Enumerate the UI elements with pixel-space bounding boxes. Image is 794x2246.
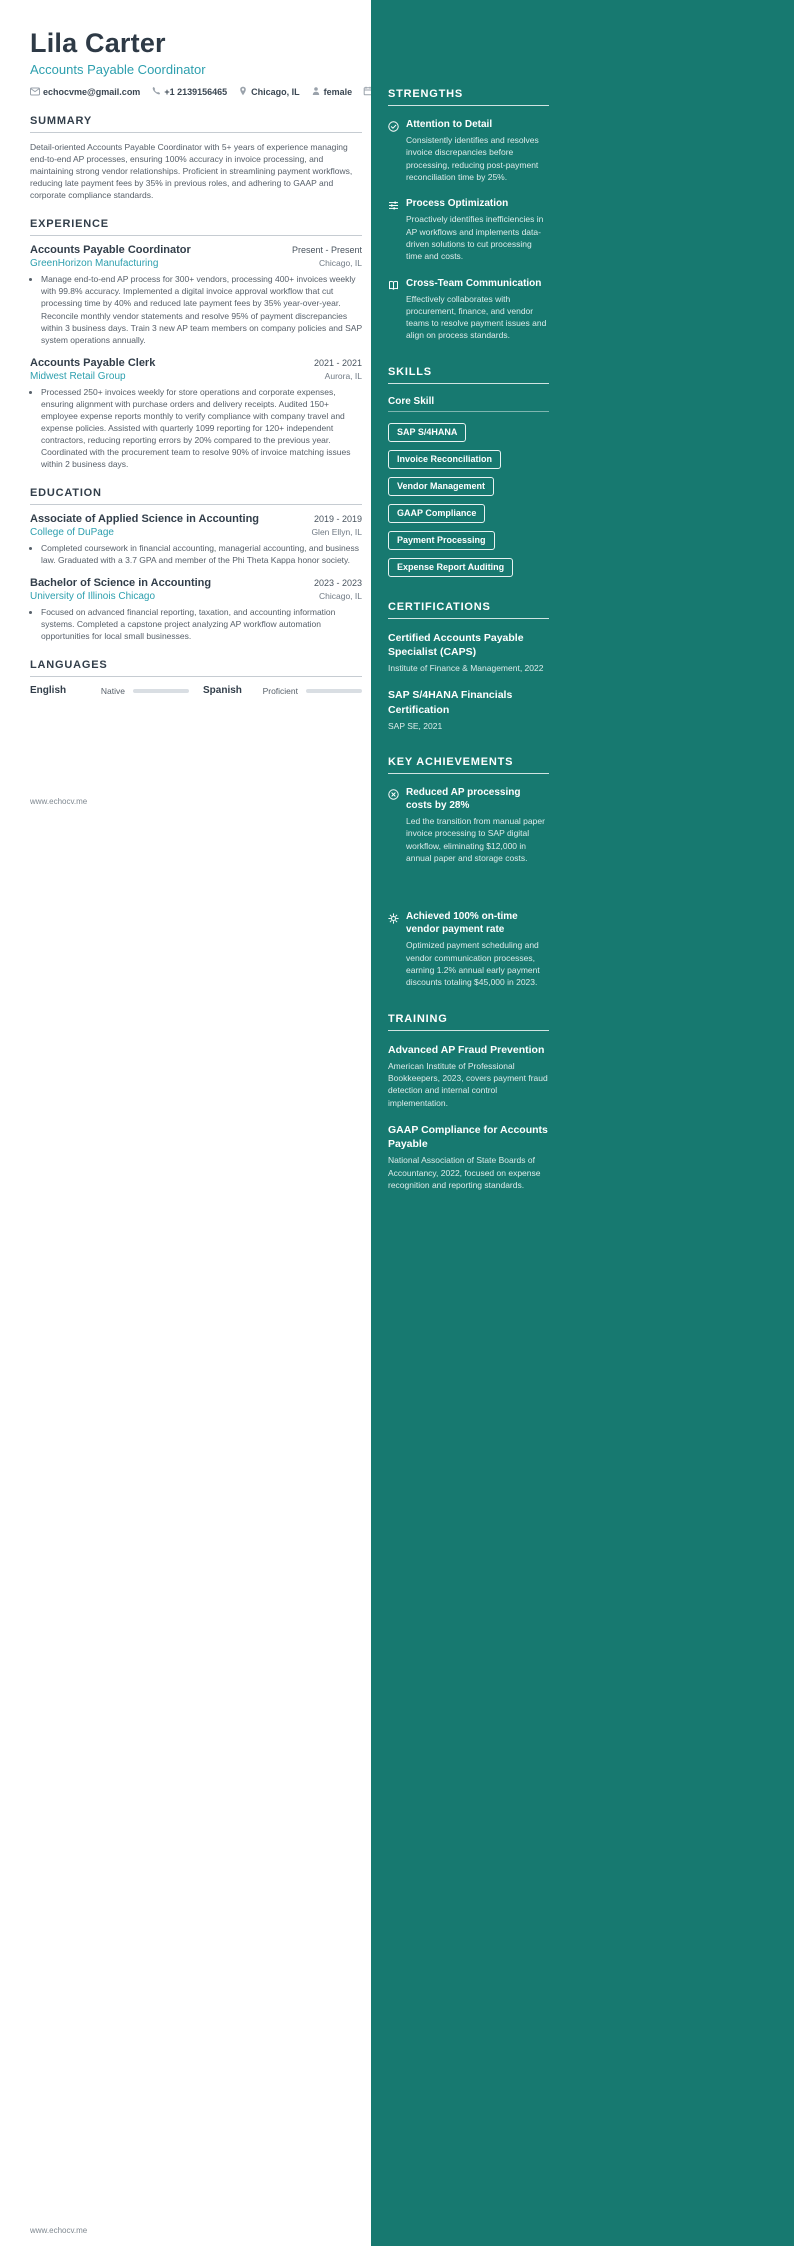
school-location: Glen Ellyn, IL (311, 527, 362, 538)
skill-chip: SAP S/4HANA (388, 423, 466, 442)
skill-chip-row (388, 422, 549, 442)
language-item (30, 685, 189, 696)
experience-entry-head (30, 357, 362, 369)
skill-chip: GAAP Compliance (388, 504, 485, 523)
strength-title: Attention to Detail (406, 119, 493, 130)
language-item (203, 685, 362, 696)
certification-item (388, 631, 549, 675)
footer-url[interactable]: www.echocv.me (30, 797, 88, 806)
job-title: Accounts Payable Clerk (30, 356, 156, 369)
skill-chip-row (388, 557, 549, 577)
education-heading: EDUCATION (30, 487, 362, 505)
strength-text: Consistently identifies and resolves invoice discrepancies before processing, reducing post-payment reconciliation time by 25%. (406, 135, 539, 182)
training-text: American Institute of Professional Bookkeepers, 2023, covers payment fraud detection and internal control implementation. (388, 1060, 548, 1108)
experience-entry-sub (30, 371, 362, 382)
training-text: National Association of State Boards of Accountancy, 2022, focused on expense recognition and reporting standards. (388, 1155, 541, 1190)
contact-phone-text: +1 2139156465 (164, 87, 228, 97)
strengths-heading: STRENGTHS (388, 88, 549, 106)
experience-entry (30, 244, 362, 345)
section-skills (388, 366, 549, 577)
resume-header (30, 28, 362, 98)
summary-heading: SUMMARY (30, 115, 362, 133)
strength-title: Process Optimization (406, 198, 509, 210)
training-title: GAAP Compliance for Accounts Payable (388, 1123, 548, 1151)
section-languages (30, 659, 362, 696)
gear-icon (388, 911, 399, 929)
certifications-heading: CERTIFICATIONS (388, 601, 549, 619)
strength-text: Proactively identifies inefficiencies in AP workflows and implements data-driven solutions to cut processing time and costs. (406, 214, 544, 262)
email-icon (30, 87, 40, 98)
contact-location-text: Chicago, IL (251, 87, 300, 97)
certification-item (388, 688, 549, 732)
experience-entry (30, 357, 362, 470)
job-location: Aurora, IL (324, 370, 362, 381)
achievement-title: Achieved 100% on-time vendor payment rate (406, 911, 518, 936)
achievement-item (388, 910, 549, 988)
check-circle-icon (388, 119, 399, 137)
language-level: Native (100, 685, 125, 696)
contact-email-text: echocvme@gmail.com (43, 87, 141, 97)
training-title: Advanced AP Fraud Prevention (388, 1043, 545, 1056)
job-bullet: • Manage end-to-end AP process for 300+ vendors, processing 400+ invoices weekly with 99.8% accuracy. Implemented a digital invoice approval workflow that cut processing time by 40% and reduced late payment fees by 35% year-over-year. Reconcile monthly vendor statements and resolve 95% of payment discrepancies within 3 business days. Train 3 new AP team members on company policies and SAP system operations annually. (41, 273, 362, 345)
achievement-item (388, 786, 549, 864)
school-location: Chicago, IL (319, 591, 362, 602)
achievement-title: Reduced AP processing costs by 28% (406, 787, 521, 812)
section-summary (30, 115, 362, 201)
education-bullets (41, 542, 362, 566)
language-bar (133, 689, 189, 693)
job-dates: Present - Present (291, 245, 362, 256)
achievement-text: Optimized payment scheduling and vendor communication processes, earning 1.2% annual early payment discounts totaling $45,000 in 2023. (406, 940, 540, 988)
section-training (388, 1013, 549, 1192)
training-item (388, 1123, 549, 1191)
degree-title: Associate of Applied Science in Accounting (30, 513, 260, 526)
contact-email[interactable] (30, 87, 140, 98)
contact-location (238, 86, 300, 98)
job-location: Chicago, IL (319, 258, 362, 269)
section-certifications (388, 601, 549, 732)
language-name: Spanish (203, 685, 242, 697)
candidate-name: Lila Carter (30, 28, 166, 58)
certification-issuer: Institute of Finance & Management, 2022 (388, 663, 544, 674)
skill-chip: Payment Processing (388, 531, 495, 550)
circle-x-icon (388, 787, 399, 805)
company-name: Midwest Retail Group (30, 370, 126, 382)
certification-issuer: SAP SE, 2021 (388, 720, 443, 731)
training-heading: TRAINING (388, 1013, 549, 1031)
certification-title: Certified Accounts Payable Specialist (CAPS) (388, 631, 524, 658)
resume-main-column (30, 28, 362, 696)
contact-row (30, 86, 362, 98)
skill-chip: Expense Report Auditing (388, 558, 513, 577)
section-achievements (388, 756, 549, 989)
language-bar (306, 689, 362, 693)
page-break-spacer (388, 878, 549, 910)
school-name: University of Illinois Chicago (30, 591, 156, 603)
experience-entry-sub (30, 258, 362, 269)
book-icon (388, 278, 399, 296)
skills-group-label: Core Skill (388, 396, 549, 412)
phone-icon (151, 86, 161, 98)
strength-item (388, 118, 549, 183)
education-entry-sub (30, 527, 362, 538)
education-entry (30, 513, 362, 566)
contact-gender (311, 86, 353, 98)
section-education (30, 487, 362, 642)
skill-chip-row (388, 530, 549, 550)
job-bullets (41, 273, 362, 345)
language-name: English (30, 685, 67, 697)
education-entry-head (30, 577, 362, 589)
education-entry-head (30, 513, 362, 525)
degree-dates: 2019 - 2019 (313, 514, 362, 525)
achievements-heading: KEY ACHIEVEMENTS (388, 756, 549, 774)
achievement-text: Led the transition from manual paper invoice processing to SAP digital workflow, eliminating $12,000 in annual paper and storage costs. (406, 816, 545, 863)
education-bullet: • Focused on advanced financial reporting, taxation, and accounting information systems. Completed a capstone project analyzing AP workflow automation opportunities for local small businesses. (41, 606, 362, 642)
certification-title: SAP S/4HANA Financials Certification (388, 689, 513, 716)
skill-chip-row (388, 503, 549, 523)
sidebar-content (388, 88, 549, 1191)
job-bullet: • Processed 250+ invoices weekly for store operations and corporate expenses, ensuring alignment with purchase orders and delivery receipts. Audited 150+ employee expense reports monthly to verify compliance with company travel and expense policies. Assisted with quarterly 1099 reporting for 120+ independent contractors, reducing reporting errors by 20% compared to the previous year. Coordinated with the procurement team to resolve 90% of invoice matching issues within 2 business days. (41, 386, 362, 470)
strength-title: Cross-Team Communication (406, 277, 542, 289)
skill-chip: Vendor Management (388, 477, 494, 496)
contact-phone[interactable] (151, 86, 227, 98)
job-title: Accounts Payable Coordinator (30, 244, 191, 257)
languages-heading: LANGUAGES (30, 659, 362, 677)
candidate-title: Accounts Payable Coordinator (30, 62, 206, 77)
company-name: GreenHorizon Manufacturing (30, 258, 159, 270)
job-dates: 2021 - 2021 (313, 357, 362, 368)
strength-item (388, 277, 549, 342)
contact-gender-text: female (323, 87, 353, 97)
school-name: College of DuPage (30, 527, 114, 539)
training-item (388, 1043, 549, 1109)
education-bullets (41, 606, 362, 642)
job-bullets (41, 386, 362, 470)
location-pin-icon (238, 86, 248, 98)
education-bullet: • Completed coursework in financial accounting, managerial accounting, and business law. Graduated with a 3.7 GPA and member of the Phi Theta Kappa honor society. (41, 542, 362, 566)
education-entry (30, 577, 362, 642)
section-experience (30, 218, 362, 470)
degree-dates: 2023 - 2023 (313, 578, 362, 589)
resume-sidebar (371, 0, 794, 2246)
degree-title: Bachelor of Science in Accounting (30, 577, 212, 590)
language-level: Proficient (262, 685, 298, 696)
experience-entry-head (30, 244, 362, 256)
skill-chip-row (388, 449, 549, 469)
sliders-icon (388, 198, 399, 216)
section-strengths (388, 88, 549, 342)
skill-chip-row (388, 476, 549, 496)
footer-url[interactable]: www.echocv.me (30, 2226, 88, 2235)
skill-chip: Invoice Reconciliation (388, 450, 501, 469)
education-entry-sub (30, 591, 362, 602)
experience-heading: EXPERIENCE (30, 218, 362, 236)
summary-text: Detail-oriented Accounts Payable Coordinator with 5+ years of experience managing end-to-end AP processes, ensuring 100% accuracy in invoice processing, and maintaining strong vendor relationships. Proficient in streamlining payment workflows, reducing late payment fees by 35% in previous roles, and adhering to GAAP and corporate compliance standards. (30, 142, 353, 201)
language-list (30, 685, 362, 696)
strength-item (388, 197, 549, 262)
person-icon (311, 86, 321, 98)
strength-text: Effectively collaborates with procurement, finance, and vendor teams to resolve payment issues and align on process standards. (406, 293, 547, 341)
skills-heading: SKILLS (388, 366, 549, 384)
